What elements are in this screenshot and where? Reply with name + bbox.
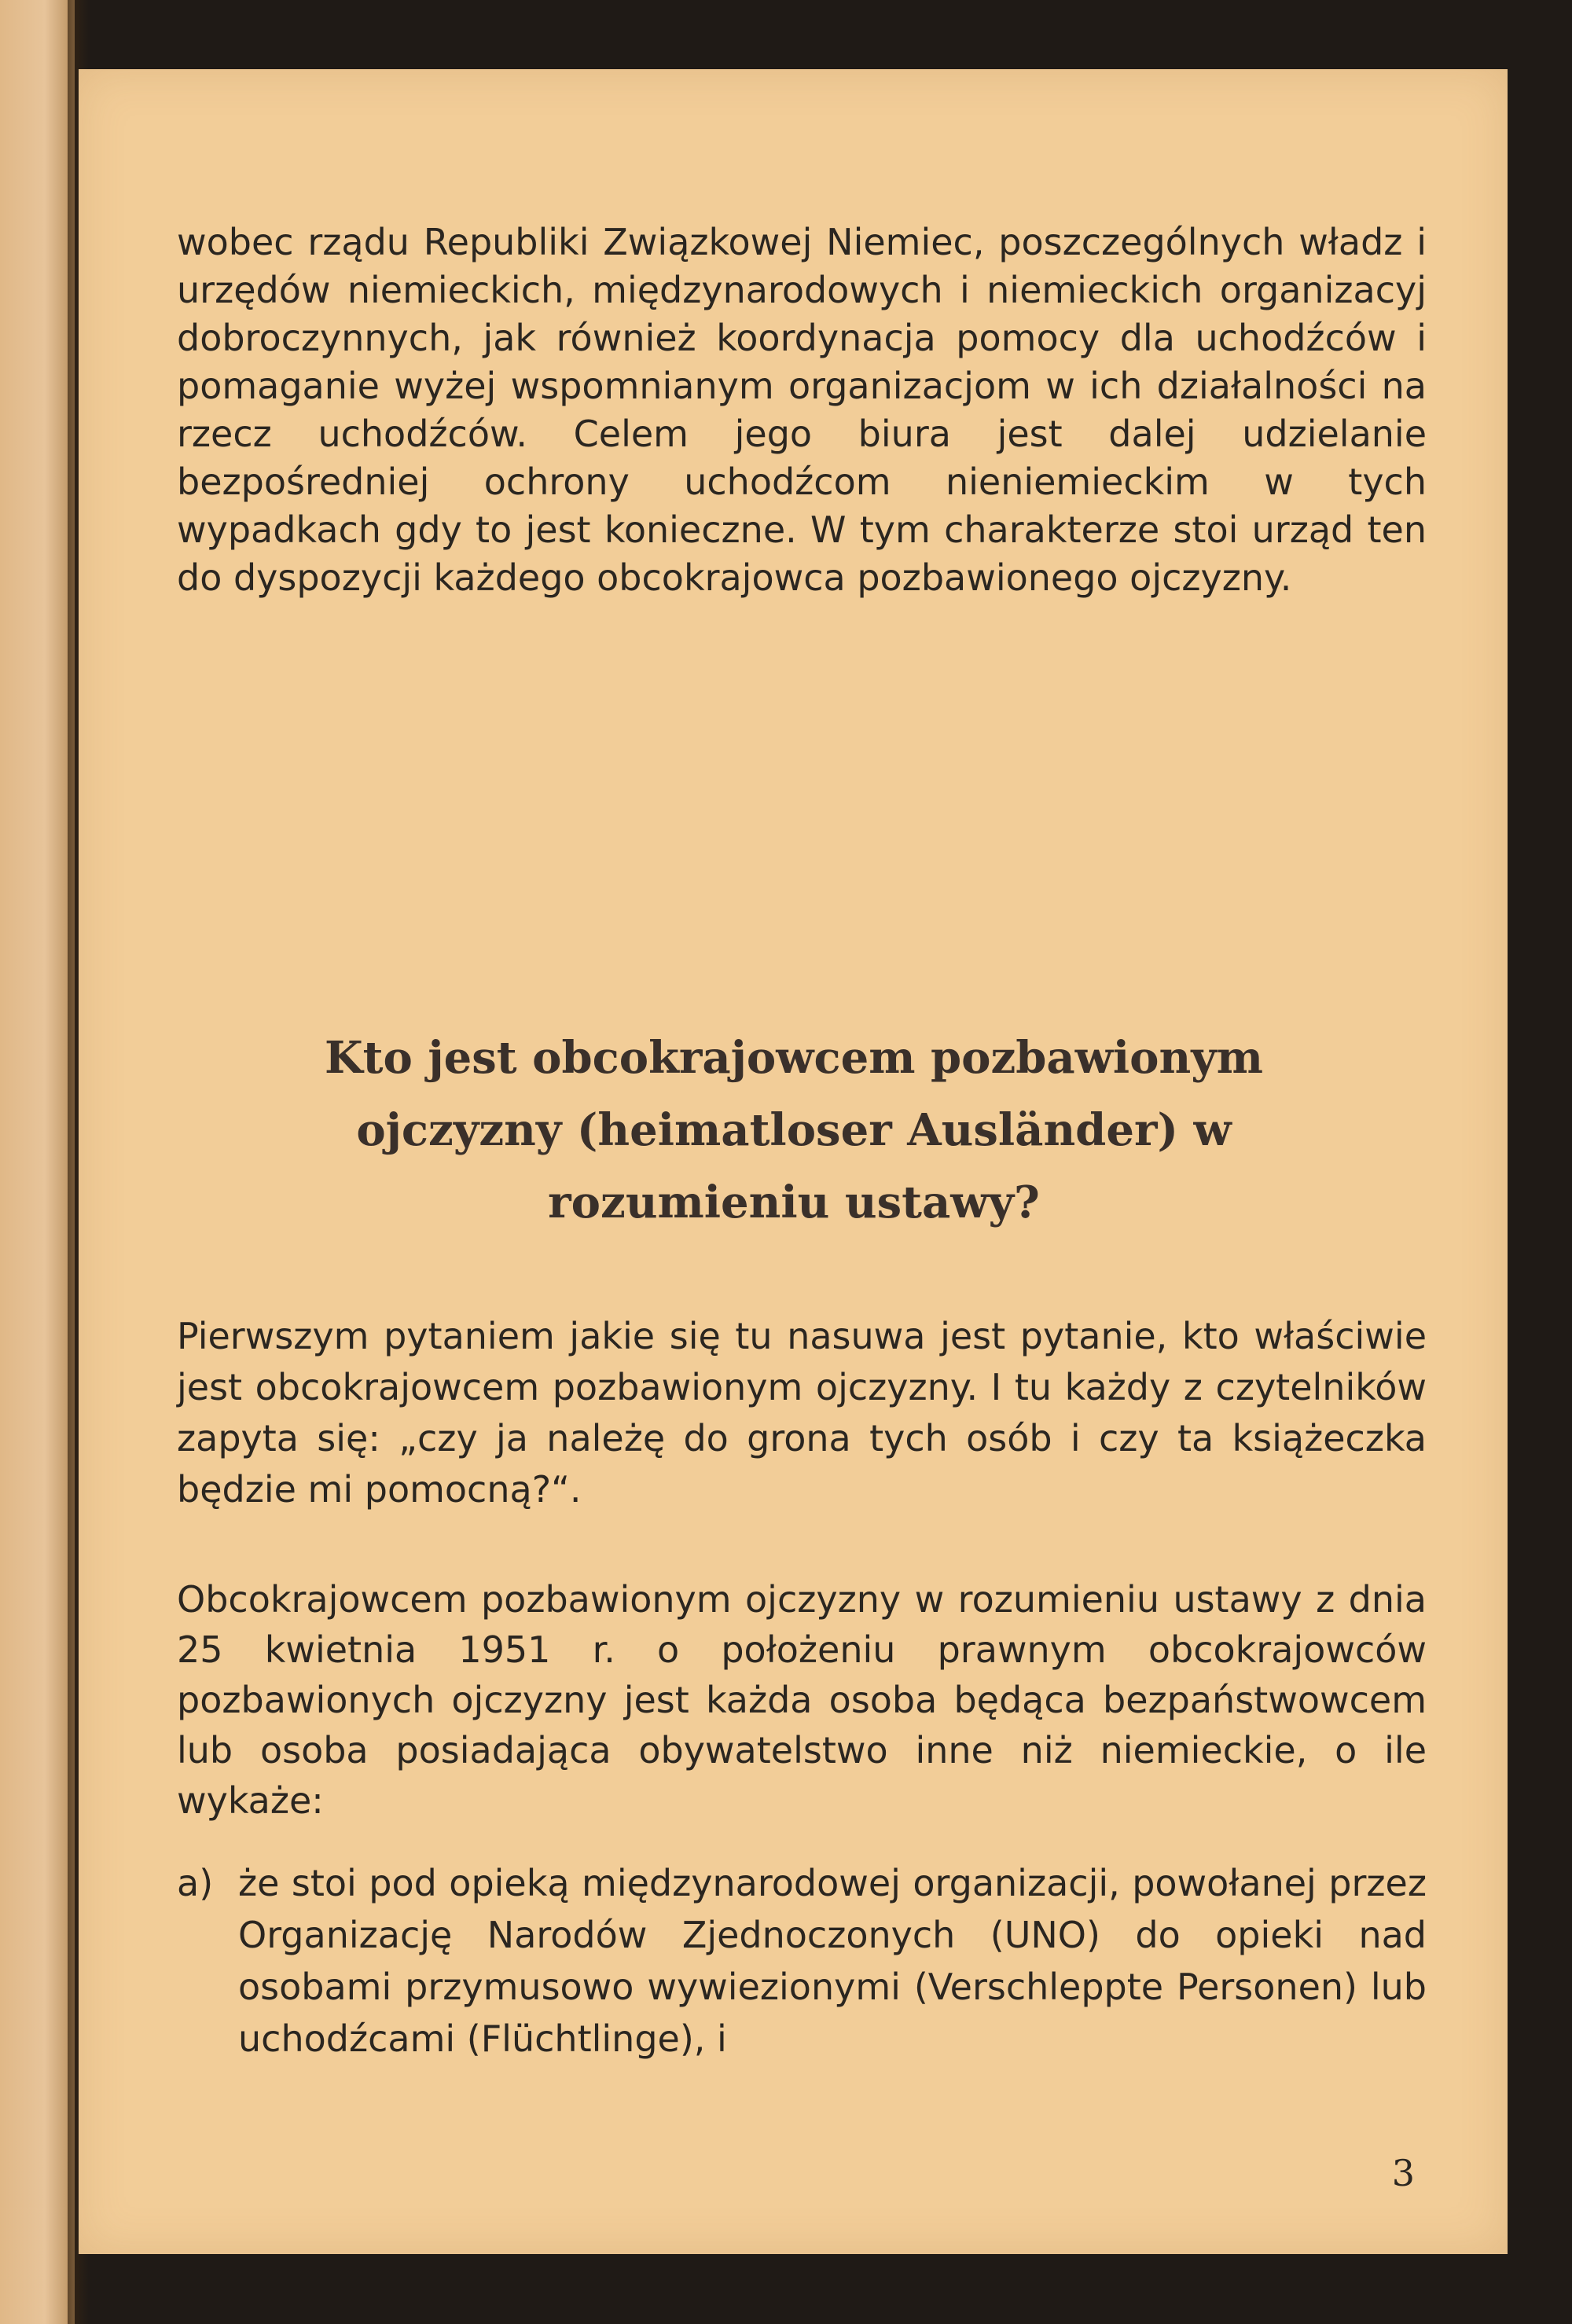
left-page-edge: [0, 0, 75, 2324]
list-item: [177, 1857, 1427, 2065]
page-number: 3: [1391, 2152, 1415, 2194]
paragraph-question: Pierwszym pytaniem jakie się tu nasuwa jest pytanie, kto właściwie jest obcokrajowcem pozbawionym ojczyzny. I tu każdy z czytelników zapyta się: „czy ja należę do grona tych osób i czy ta książeczka będzie mi pomocną?“.: [177, 1315, 1427, 1511]
list-marker: a): [177, 1862, 214, 1904]
book-page: [79, 69, 1508, 2254]
list-item-text: że stoi pod opieką międzynarodowej organizacji, powołanej przez Organizację Narodów Zjednoczonych (UNO) do opieki nad osobami przymusowo wywiezionymi (Verschleppte Personen) lub uchodźcami (Flüchtlinge), i: [238, 1862, 1427, 2060]
paragraph-definition: Obcokrajowcem pozbawionym ojczyzny w rozumieniu ustawy z dnia 25 kwietnia 1951 r. o położeniu prawnym obcokrajowców pozbawionych ojczyzny jest każda osoba będąca bezpaństwowcem lub osoba posiadająca obywatelstwo inne niż niemieckie, o ile wykaże:: [177, 1578, 1427, 1822]
section-heading: Kto jest obcokrajowcem pozbawionym ojczyzny (heimatloser Ausländer) w rozumieniu ustawy?: [324, 1032, 1264, 1228]
paragraph-continuation: wobec rządu Republiki Związkowej Niemiec, poszczególnych władz i urzędów niemieckich, międzynarodowych i niemieckich organizacyj dobroczynnych, jak również koordynacja pomocy dla uchodźców i pomaganie wyżej wspomnianym organizacjom w ich działalności na rzecz uchodźców. Celem jego biura jest dalej udzielanie bezpośredniej ochrony uchodźcom nieniemieckim w tych wypadkach gdy to jest konieczne. W tym charakterze stoi urząd ten do dyspozycji każdego obcokrajowca pozbawionego ojczyzny.: [177, 221, 1427, 599]
